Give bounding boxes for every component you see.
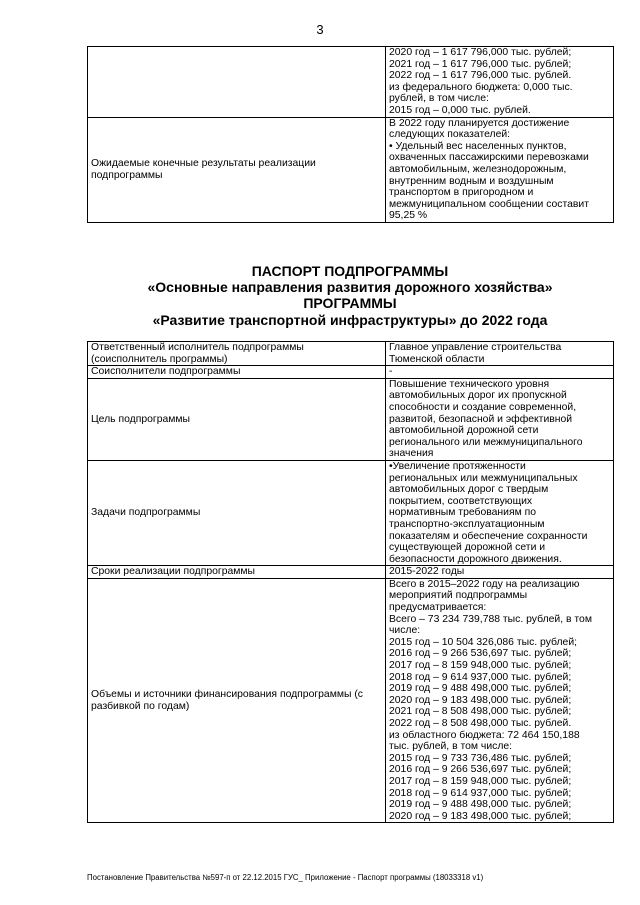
value-line: значения bbox=[389, 448, 434, 460]
value-line: автомобильных дорог их пропускной bbox=[389, 390, 567, 402]
value-line: •Увеличение протяженности bbox=[389, 460, 526, 472]
value-line: В 2022 году планируется достижение bbox=[389, 117, 570, 129]
value-line: регионального или межмуниципального bbox=[389, 436, 583, 448]
value-line: 2022 год – 1 617 796,000 тыс. рублей. bbox=[389, 70, 572, 82]
value-line: покрытием, соответствующих bbox=[389, 495, 533, 507]
table-row bbox=[88, 342, 614, 366]
value-line: 2020 год – 1 617 796,000 тыс. рублей; bbox=[389, 47, 572, 58]
value-line: 2016 год – 9 266 536,697 тыс. рублей; bbox=[389, 764, 572, 776]
value-line: Повышение технического уровня bbox=[389, 378, 550, 390]
row-label bbox=[88, 47, 386, 118]
table-row bbox=[88, 566, 614, 579]
table-row bbox=[88, 47, 614, 118]
value-line: существующей дорожной сети и bbox=[389, 542, 546, 554]
value-line: внутренним водным и воздушным bbox=[389, 175, 554, 187]
value-line: 2020 год – 9 183 498,000 тыс. рублей; bbox=[389, 694, 572, 706]
program-name: «Развитие транспортной инфраструктуры» до 2022 года bbox=[152, 312, 548, 328]
value-line: 2015 год – 10 504 326,086 тыс. рублей; bbox=[389, 636, 578, 648]
table-row bbox=[88, 460, 614, 565]
row-value bbox=[386, 47, 614, 118]
value-line: автомобильным, железнодорожным, bbox=[389, 163, 567, 175]
value-line: 2017 год – 8 159 948,000 тыс. рублей; bbox=[389, 660, 572, 672]
table-row bbox=[88, 378, 614, 460]
value-line: транспортом в пригородном и bbox=[389, 187, 534, 199]
value-line: 2016 год – 9 266 536,697 тыс. рублей; bbox=[389, 648, 572, 660]
value-line: рублей, в том числе: bbox=[389, 93, 489, 105]
row-value bbox=[386, 566, 614, 579]
value-line: охваченных пассажирскими перевозками bbox=[389, 152, 589, 164]
value-line: 2017 год – 8 159 948,000 тыс. рублей; bbox=[389, 775, 572, 787]
row-value bbox=[386, 460, 614, 565]
value-line: - bbox=[389, 366, 393, 378]
value-line: 95,25 % bbox=[389, 210, 428, 222]
value-line: 2015 год – 0,000 тыс. рублей. bbox=[389, 104, 531, 116]
value-line: Главное управление строительства bbox=[389, 342, 562, 353]
footer-note: Постановление Правительства №597-п от 22.12.2015 ГУС_ Приложение - Паспорт программы (18033318 v1) bbox=[87, 873, 484, 882]
table-row bbox=[88, 117, 614, 222]
value-line: показателям и обеспечение сохранности bbox=[389, 530, 588, 542]
table-row bbox=[88, 366, 614, 379]
row-label: Ожидаемые конечные результаты реализации подпрограммы bbox=[88, 117, 386, 222]
value-line: 2019 год – 9 488 498,000 тыс. рублей; bbox=[389, 683, 572, 695]
row-value bbox=[386, 366, 614, 379]
value-line: межмуниципальном сообщении составит bbox=[389, 198, 589, 210]
value-line: Тюменской области bbox=[389, 353, 485, 365]
value-line: автомобильной дорожной сети bbox=[389, 425, 539, 437]
value-line: безопасности дорожного движения. bbox=[389, 553, 562, 565]
value-line: автомобильных дорог с твердым bbox=[389, 484, 549, 496]
value-line: из областного бюджета: 72 464 150,188 bbox=[389, 729, 580, 741]
value-line: 2018 год – 9 614 937,000 тыс. рублей; bbox=[389, 787, 572, 799]
value-line: • Удельный вес населенных пунктов, bbox=[389, 140, 567, 152]
table-row bbox=[88, 578, 614, 822]
row-value bbox=[386, 578, 614, 822]
value-line: следующих показателей: bbox=[389, 129, 511, 141]
row-label: Ответственный исполнитель подпрограммы (соисполнитель программы) bbox=[88, 342, 386, 366]
value-line: числе: bbox=[389, 625, 421, 637]
row-value bbox=[386, 378, 614, 460]
value-line: 2015 год – 9 733 736,486 тыс. рублей; bbox=[389, 752, 572, 764]
passport-title: ПАСПОРТ ПОДПРОГРАММЫ bbox=[251, 263, 449, 279]
value-line: транспортно-эксплуатационным bbox=[389, 518, 545, 530]
value-line: 2019 год – 9 488 498,000 тыс. рублей; bbox=[389, 799, 572, 811]
value-line: 2015-2022 годы bbox=[389, 566, 465, 578]
value-line: 2018 год – 9 614 937,000 тыс. рублей; bbox=[389, 671, 572, 683]
value-line: 2020 год – 9 183 498,000 тыс. рублей; bbox=[389, 810, 572, 822]
value-line: Всего в 2015–2022 году на реализацию bbox=[389, 578, 580, 590]
passport-table bbox=[87, 341, 614, 823]
value-line: 2021 год – 1 617 796,000 тыс. рублей; bbox=[389, 58, 572, 70]
value-line: нормативным требованиям по bbox=[389, 507, 537, 519]
value-line: тыс. рублей, в том числе: bbox=[389, 741, 513, 753]
row-label: Задачи подпрограммы bbox=[88, 460, 386, 565]
value-line: способности и создание современной, bbox=[389, 401, 577, 413]
row-value bbox=[386, 342, 614, 366]
program-label: ПРОГРАММЫ bbox=[303, 295, 397, 311]
value-line: 2021 год – 8 508 498,000 тыс. рублей; bbox=[389, 706, 572, 718]
value-line: развитой, безопасной и эффективной bbox=[389, 413, 573, 425]
subprogram-name: «Основные направления развития дорожного хозяйства» bbox=[147, 279, 553, 295]
row-label: Сроки реализации подпрограммы bbox=[88, 566, 386, 579]
top-table bbox=[87, 46, 614, 223]
value-line: из федерального бюджета: 0,000 тыс. bbox=[389, 81, 573, 93]
row-label: Объемы и источники финансирования подпрограммы (с разбивкой по годам) bbox=[88, 578, 386, 822]
value-line: мероприятий подпрограммы bbox=[389, 590, 528, 602]
value-line: Всего – 73 234 739,788 тыс. рублей, в том bbox=[389, 613, 592, 625]
row-value bbox=[386, 117, 614, 222]
value-line: 2022 год – 8 508 498,000 тыс. рублей. bbox=[389, 718, 572, 729]
row-label: Цель подпрограммы bbox=[88, 378, 386, 460]
value-line: региональных или межмуниципальных bbox=[389, 472, 578, 484]
page-number: 3 bbox=[316, 22, 324, 37]
value-line: предусматривается: bbox=[389, 602, 487, 614]
row-label: Соисполнители подпрограммы bbox=[88, 366, 386, 379]
